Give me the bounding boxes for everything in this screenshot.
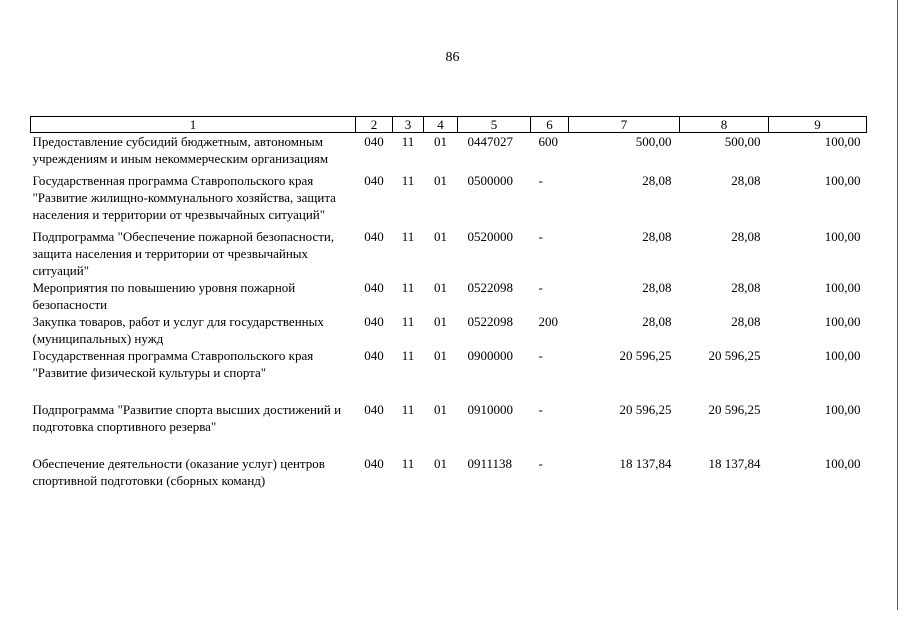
row-name-cell: Государственная программа Ставропольского края "Развитие жилищно-коммунального хозяйства, защита населения и территории от чрезвычайных ситуаций" bbox=[32, 173, 336, 222]
row-subsection-cell: 01 bbox=[434, 348, 447, 363]
row-section-cell: 11 bbox=[401, 229, 415, 244]
row-name-cell: Подпрограмма "Развитие спорта высших достижений и подготовка спортивного резерва" bbox=[32, 402, 342, 434]
header-cell: 1 bbox=[31, 117, 356, 133]
row-code-cell: 040 bbox=[364, 402, 384, 417]
row-amount-cell: 28,08 bbox=[642, 173, 672, 188]
row-article-cell: 0911138 bbox=[467, 456, 513, 471]
header-cell: 6 bbox=[531, 117, 569, 133]
table-row bbox=[31, 172, 867, 228]
row-percent-cell: 100,00 bbox=[824, 402, 861, 417]
table-row bbox=[31, 455, 867, 489]
row-expense-type-cell: - bbox=[538, 280, 543, 295]
row-amount-cell: 500,00 bbox=[635, 134, 672, 149]
row-amount-cell: 20 596,25 bbox=[619, 402, 672, 417]
header-cell: 7 bbox=[569, 117, 680, 133]
header-cell: 5 bbox=[458, 117, 531, 133]
row-percent-cell: 100,00 bbox=[824, 229, 861, 244]
row-percent-cell: 100,00 bbox=[824, 314, 861, 329]
row-percent-cell: 100,00 bbox=[824, 456, 861, 471]
row-subsection-cell: 01 bbox=[434, 456, 447, 471]
row-section-cell: 11 bbox=[401, 134, 415, 149]
row-subsection-cell: 01 bbox=[434, 229, 447, 244]
row-amount-cell: 20 596,25 bbox=[708, 402, 761, 417]
header-cell: 9 bbox=[769, 117, 867, 133]
row-percent-cell: 100,00 bbox=[824, 134, 861, 149]
row-expense-type-cell: - bbox=[538, 402, 543, 417]
row-article-cell: 0522098 bbox=[467, 314, 513, 329]
row-amount-cell: 28,08 bbox=[642, 314, 672, 329]
row-code-cell: 040 bbox=[364, 314, 384, 329]
row-code-cell: 040 bbox=[364, 456, 384, 471]
row-amount-cell: 18 137,84 bbox=[619, 456, 672, 471]
table-row bbox=[31, 228, 867, 279]
row-expense-type-cell: - bbox=[538, 456, 543, 471]
header-cell: 2 bbox=[356, 117, 393, 133]
row-name-cell: Мероприятия по повышению уровня пожарной безопасности bbox=[32, 280, 296, 312]
row-amount-cell: 20 596,25 bbox=[708, 348, 761, 363]
row-code-cell: 040 bbox=[364, 348, 384, 363]
row-article-cell: 0900000 bbox=[467, 348, 513, 363]
row-code-cell: 040 bbox=[364, 173, 384, 188]
row-name-cell: Государственная программа Ставропольского края "Развитие физической культуры и спорта" bbox=[32, 348, 314, 380]
row-amount-cell: 500,00 bbox=[724, 134, 761, 149]
header-cell: 8 bbox=[680, 117, 769, 133]
row-article-cell: 0910000 bbox=[467, 402, 513, 417]
header-cell: 3 bbox=[393, 117, 424, 133]
row-amount-cell: 28,08 bbox=[731, 280, 761, 295]
page-number: 86 bbox=[445, 50, 460, 65]
table-row bbox=[31, 347, 867, 401]
row-expense-type-cell: 200 bbox=[538, 314, 558, 329]
row-section-cell: 11 bbox=[401, 173, 415, 188]
page-edge-line bbox=[897, 0, 898, 610]
row-amount-cell: 28,08 bbox=[731, 173, 761, 188]
row-subsection-cell: 01 bbox=[434, 173, 447, 188]
header-row bbox=[31, 117, 867, 133]
row-amount-cell: 18 137,84 bbox=[708, 456, 761, 471]
row-amount-cell: 20 596,25 bbox=[619, 348, 672, 363]
row-expense-type-cell: - bbox=[538, 173, 543, 188]
row-amount-cell: 28,08 bbox=[642, 229, 672, 244]
row-name-cell: Подпрограмма "Обеспечение пожарной безопасности, защита населения и территории от чрезвычайных ситуаций" bbox=[32, 229, 335, 278]
row-section-cell: 11 bbox=[401, 280, 415, 295]
row-amount-cell: 28,08 bbox=[731, 314, 761, 329]
row-article-cell: 0447027 bbox=[467, 134, 513, 149]
row-code-cell: 040 bbox=[364, 229, 384, 244]
table-row bbox=[31, 133, 867, 173]
header-cell: 4 bbox=[424, 117, 458, 133]
table-row bbox=[31, 279, 867, 313]
row-subsection-cell: 01 bbox=[434, 134, 447, 149]
row-article-cell: 0500000 bbox=[467, 173, 513, 188]
row-section-cell: 11 bbox=[401, 314, 415, 329]
row-expense-type-cell: - bbox=[538, 229, 543, 244]
row-name-cell: Обеспечение деятельности (оказание услуг) центров спортивной подготовки (сборных команд) bbox=[32, 456, 325, 488]
row-percent-cell: 100,00 bbox=[824, 173, 861, 188]
row-percent-cell: 100,00 bbox=[824, 348, 861, 363]
row-subsection-cell: 01 bbox=[434, 402, 447, 417]
budget-table bbox=[30, 116, 867, 489]
row-subsection-cell: 01 bbox=[434, 314, 447, 329]
row-code-cell: 040 bbox=[364, 280, 384, 295]
row-article-cell: 0520000 bbox=[467, 229, 513, 244]
row-section-cell: 11 bbox=[401, 348, 415, 363]
row-subsection-cell: 01 bbox=[434, 280, 447, 295]
row-section-cell: 11 bbox=[401, 456, 415, 471]
row-percent-cell: 100,00 bbox=[824, 280, 861, 295]
row-code-cell: 040 bbox=[364, 134, 384, 149]
row-expense-type-cell: 600 bbox=[538, 134, 558, 149]
row-amount-cell: 28,08 bbox=[731, 229, 761, 244]
table-row bbox=[31, 313, 867, 347]
row-article-cell: 0522098 bbox=[467, 280, 513, 295]
row-name-cell: Закупка товаров, работ и услуг для государственных (муниципальных) нужд bbox=[32, 314, 324, 346]
row-expense-type-cell: - bbox=[538, 348, 543, 363]
table-row bbox=[31, 401, 867, 455]
row-section-cell: 11 bbox=[401, 402, 415, 417]
row-amount-cell: 28,08 bbox=[642, 280, 672, 295]
row-name-cell: Предоставление субсидий бюджетным, автономным учреждениям и иным некоммерческим организациям bbox=[32, 134, 329, 166]
